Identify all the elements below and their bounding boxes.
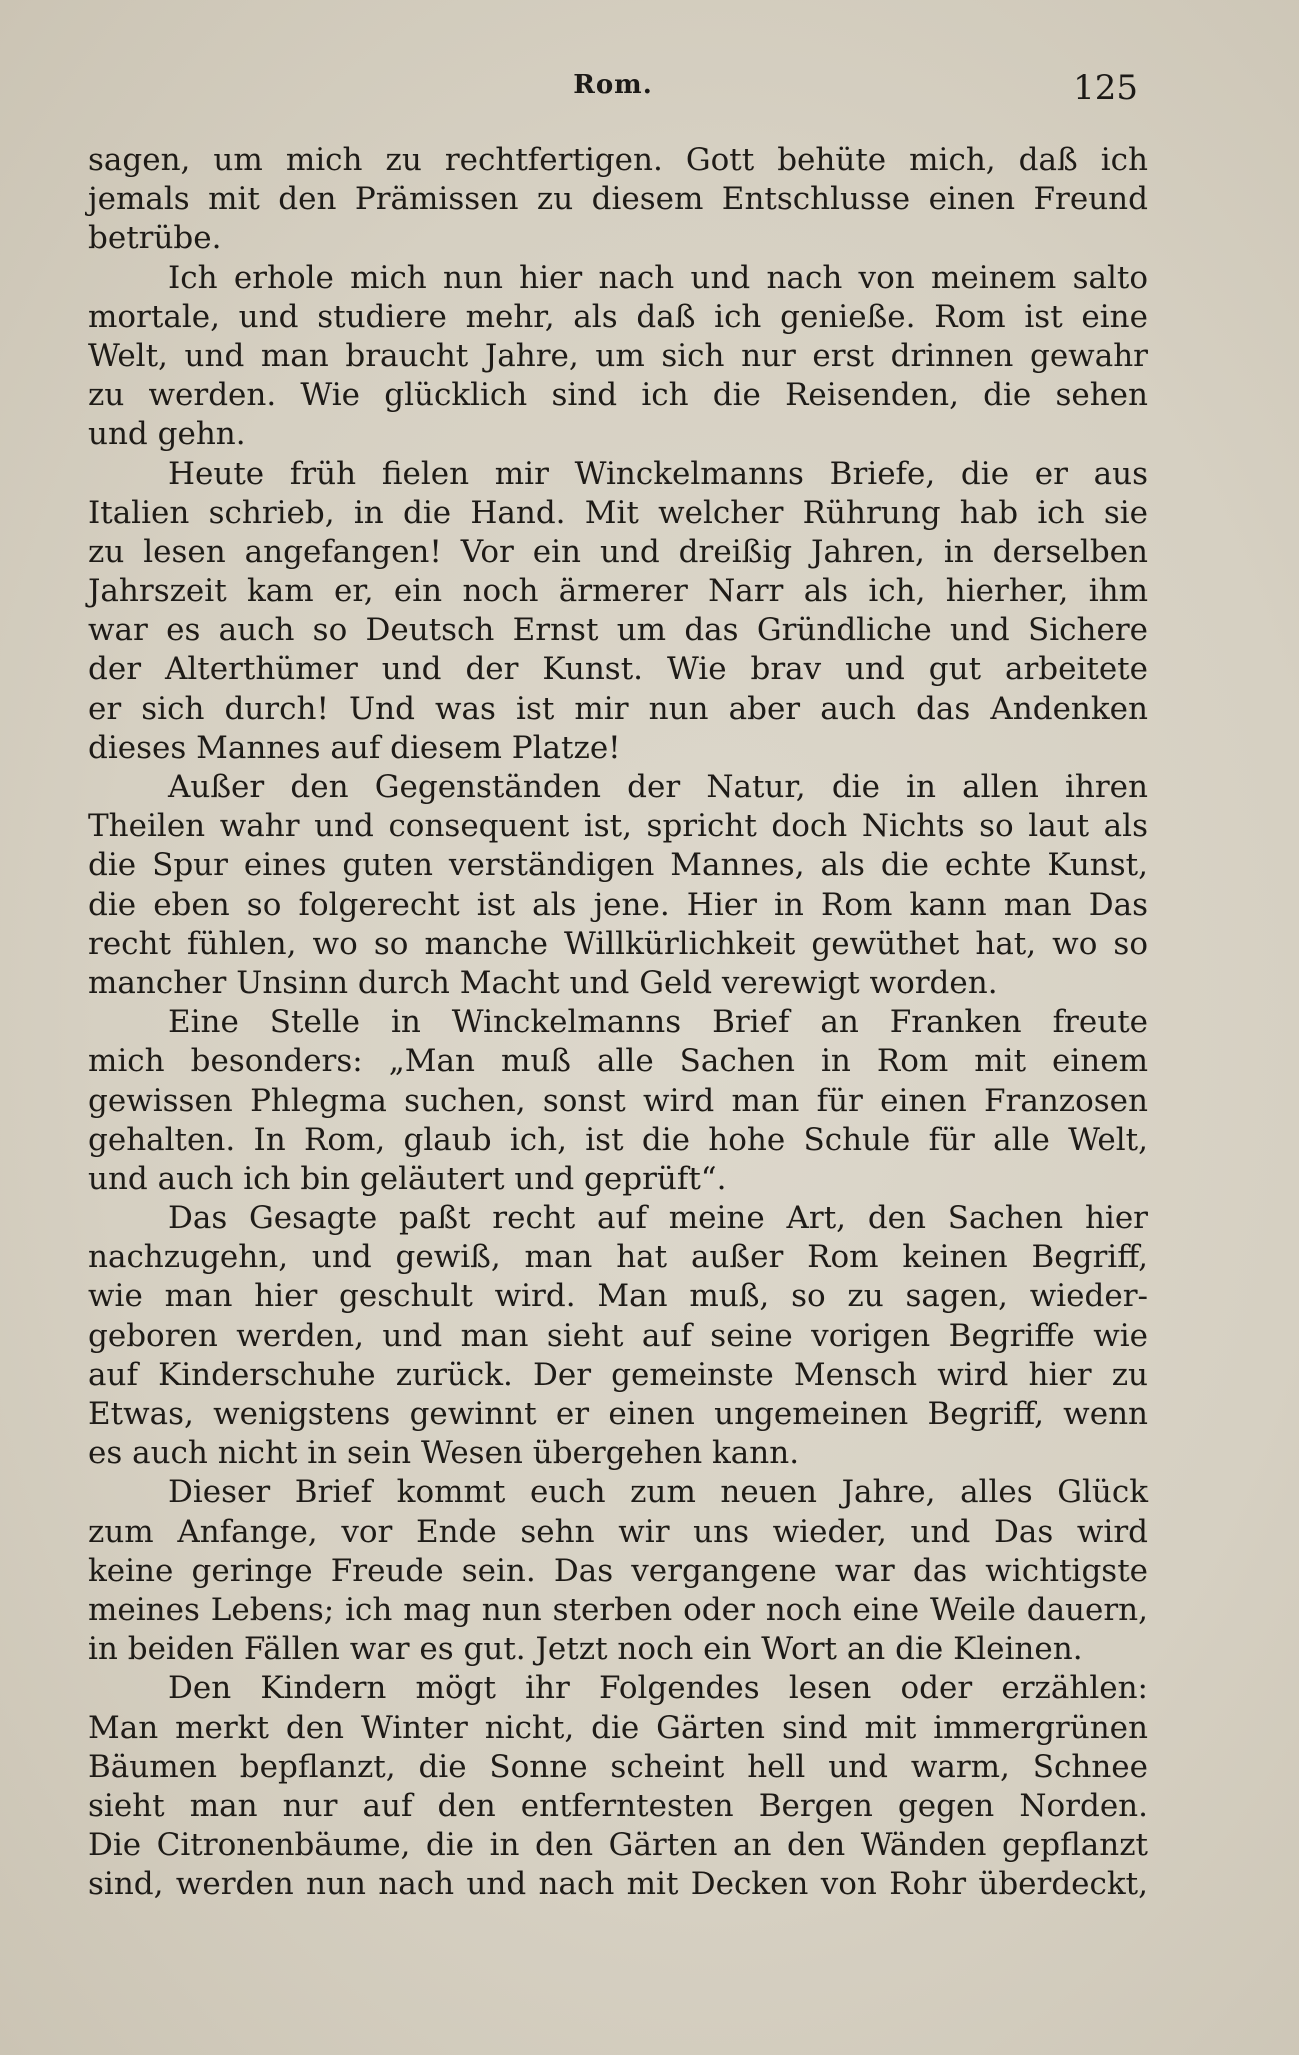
text-line: nachzugehn, und gewiß, man hat außer Rom keinen Begriff, <box>88 1239 1148 1276</box>
text-line: Heute früh fielen mir Winckelmanns Briefe, die er aus <box>168 455 1148 492</box>
text-line: der Alterthümer und der Kunst. Wie brav und gut arbeitete <box>88 651 1148 688</box>
text-line: recht fühlen, wo so manche Willkürlichkeit gewüthet hat, wo so <box>88 925 1148 962</box>
page-header <box>88 62 1138 122</box>
text-line: die eben so folgerecht ist als jene. Hier in Rom kann man Das <box>88 886 1148 923</box>
text-line: Bäumen bepflanzt, die Sonne scheint hell und warm, Schnee <box>88 1748 1148 1785</box>
text-line: Das Gesagte paßt recht auf meine Art, den Sachen hier <box>168 1200 1148 1237</box>
text-line: er sich durch! Und was ist mir nun aber auch das Andenken <box>88 690 1148 727</box>
text-line: Welt, und man braucht Jahre, um sich nur erst drinnen gewahr <box>88 337 1148 374</box>
text-line: dieses Mannes auf diesem Platze! <box>88 729 621 766</box>
text-line: in beiden Fällen war es gut. Jetzt noch ein Wort an die Kleinen. <box>88 1631 1083 1668</box>
text-line: meines Lebens; ich mag nun sterben oder noch eine Weile dauern, <box>88 1591 1148 1628</box>
text-line: geboren werden, und man sieht auf seine vorigen Begriffe wie <box>88 1317 1148 1354</box>
text-line: Den Kindern mögt ihr Folgendes lesen oder erzählen: <box>168 1670 1148 1707</box>
text-line: Italien schrieb, in die Hand. Mit welcher Rührung hab ich sie <box>88 494 1148 531</box>
text-line: keine geringe Freude sein. Das vergangene war das wichtigste <box>88 1552 1148 1589</box>
text-line: sagen, um mich zu rechtfertigen. Gott behüte mich, daß ich <box>88 142 1148 178</box>
text-line: mancher Unsinn durch Macht und Geld verewigt worden. <box>88 964 998 1001</box>
text-line: und gehn. <box>88 416 246 453</box>
text-line: Ich erhole mich nun hier nach und nach von meinem salto <box>168 259 1148 296</box>
text-line: zu lesen angefangen! Vor ein und dreißig Jahren, in derselben <box>88 533 1148 570</box>
text-line: Dieser Brief kommt euch zum neuen Jahre, alles Glück <box>168 1474 1148 1511</box>
text-line: sind, werden nun nach und nach mit Decken von Rohr überdeckt, <box>88 1866 1148 1903</box>
text-line: Jahrszeit kam er, ein noch ärmerer Narr als ich, hierher, ihm <box>88 573 1148 610</box>
text-line: Eine Stelle in Winckelmanns Brief an Franken freute <box>168 1004 1148 1041</box>
text-line: Man merkt den Winter nicht, die Gärten sind mit immergrünen <box>88 1709 1148 1746</box>
text-line: sieht man nur auf den entferntesten Bergen gegen Norden. <box>88 1787 1148 1824</box>
running-head: Rom. <box>573 70 653 100</box>
text-line: Etwas, wenigstens gewinnt er einen ungemeinen Begriff, wenn <box>88 1396 1148 1432</box>
text-line: jemals mit den Prämissen zu diesem Entschlusse einen Freund <box>88 181 1148 218</box>
text-line: gehalten. In Rom, glaub ich, ist die hohe Schule für alle Welt, <box>88 1121 1148 1158</box>
page-number: 125 <box>1073 68 1138 108</box>
text-line: es auch nicht in sein Wesen übergehen kann. <box>88 1435 800 1472</box>
text-line: die Spur eines guten verständigen Mannes, als die echte Kunst, <box>88 847 1148 884</box>
text-line: Die Citronenbäume, die in den Gärten an den Wänden gepflanzt <box>88 1827 1148 1864</box>
text-line: gewissen Phlegma suchen, sonst wird man für einen Franzosen <box>88 1082 1148 1119</box>
text-line: war es auch so Deutsch Ernst um das Gründliche und Sichere <box>88 612 1148 649</box>
text-line: auf Kinderschuhe zurück. Der gemeinste Mensch wird hier zu <box>88 1356 1148 1393</box>
text-line: mich besonders: „Man muß alle Sachen in Rom mit einem <box>88 1043 1148 1080</box>
text-line: Außer den Gegenständen der Natur, die in allen ihren <box>168 769 1148 805</box>
body-text <box>88 141 1148 1904</box>
text-line: betrübe. <box>88 220 222 257</box>
text-line: Theilen wahr und consequent ist, spricht doch Nichts so laut als <box>88 808 1148 845</box>
text-line: wie man hier geschult wird. Man muß, so zu sagen, wieder- <box>88 1278 1148 1315</box>
text-line: mortale, und studiere mehr, als daß ich genieße. Rom ist eine <box>88 298 1148 335</box>
text-line: zum Anfange, vor Ende sehn wir uns wieder, und Das wird <box>88 1513 1148 1550</box>
text-line: zu werden. Wie glücklich sind ich die Reisenden, die sehen <box>88 377 1148 414</box>
text-line: und auch ich bin geläutert und geprüft“. <box>88 1160 727 1197</box>
